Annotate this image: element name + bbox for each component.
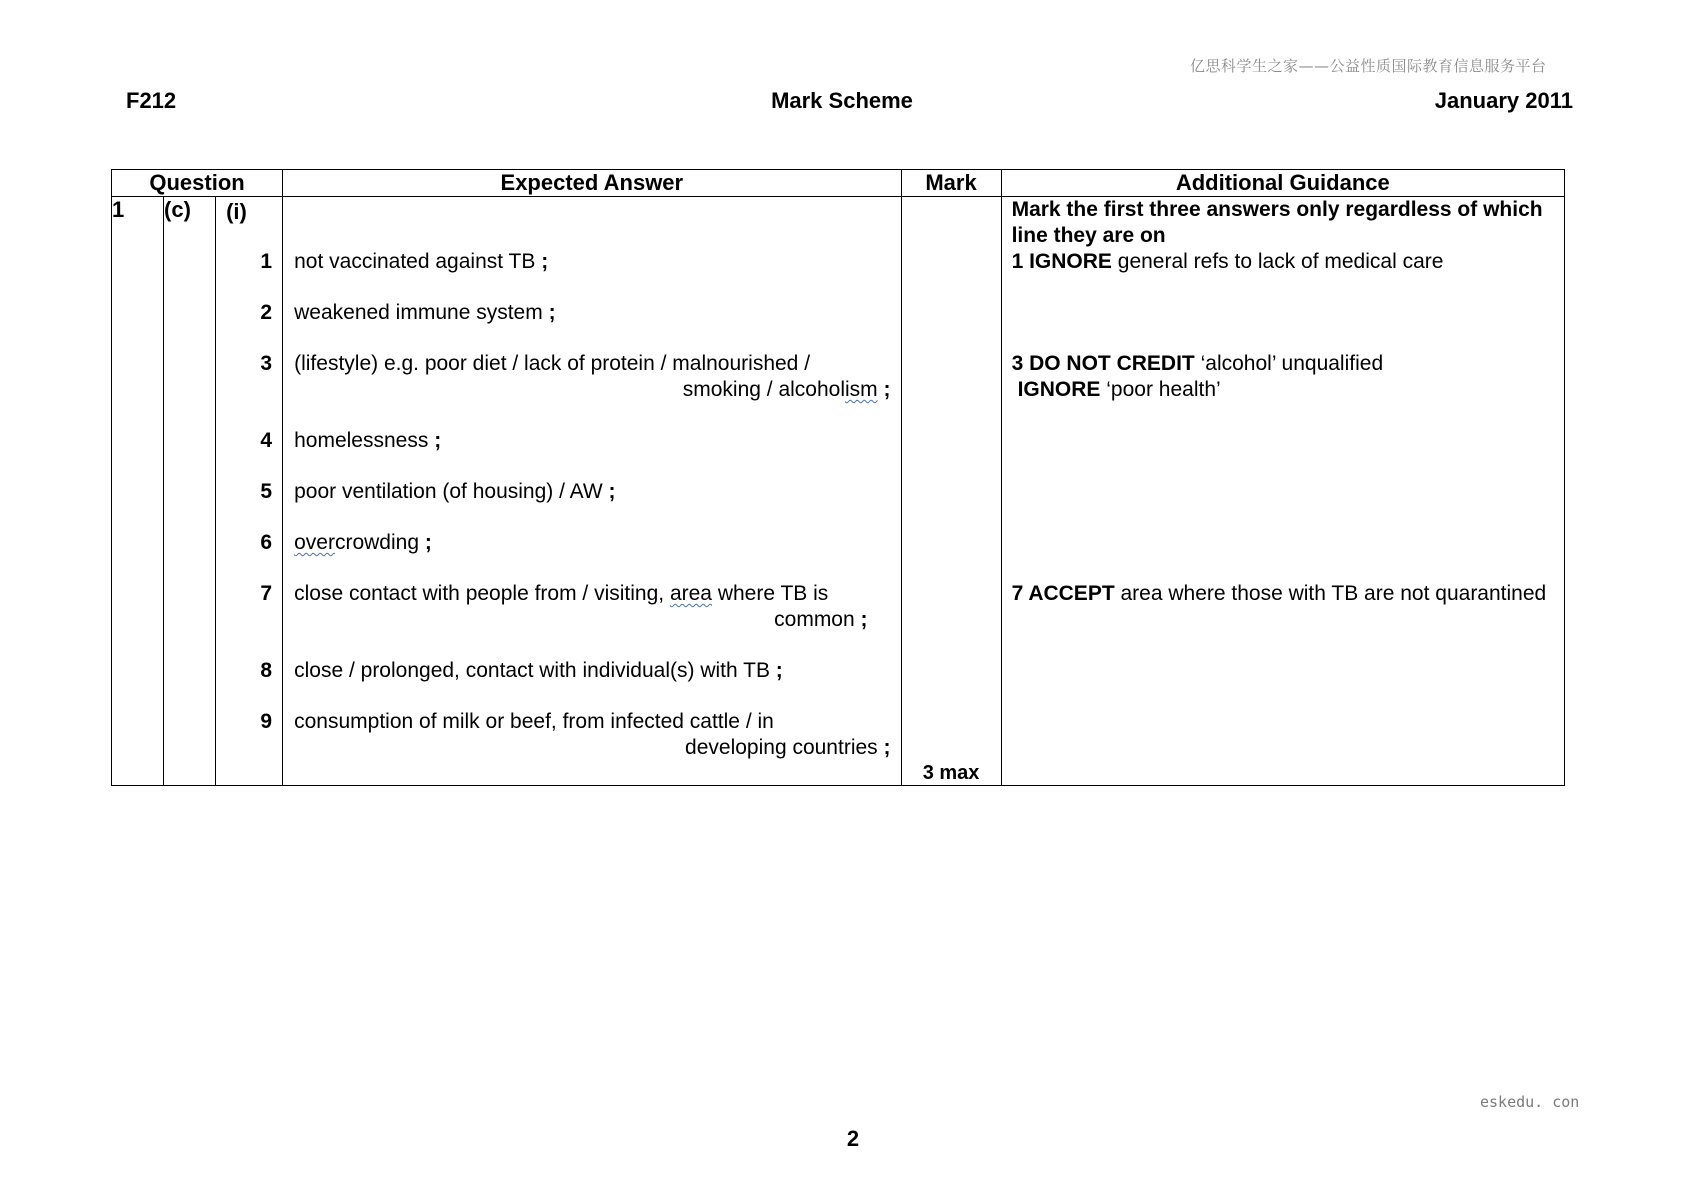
answer-text: homelessness — [294, 429, 429, 452]
guidance-keyword: 3 DO NOT CREDIT — [1011, 352, 1195, 375]
answer-number: 6 — [260, 531, 273, 554]
document-code: F212 — [126, 88, 177, 113]
answer-text: not vaccinated against TB — [294, 250, 536, 273]
answer-item — [283, 479, 900, 505]
answer-text-part: crowding — [334, 531, 420, 554]
answer-item — [283, 300, 900, 326]
watermark-bottom: eskedu. con — [1480, 1093, 1580, 1111]
answer-text-part: over — [294, 531, 335, 554]
answer-number: 1 — [260, 250, 273, 273]
guidance-keyword: 7 ACCEPT — [1011, 582, 1115, 605]
answer-text: weakened immune system — [294, 301, 543, 324]
answer-separator: ; — [883, 378, 891, 401]
answer-separator: ; — [424, 531, 432, 554]
answer-separator: ; — [541, 250, 549, 273]
answer-separator: ; — [608, 480, 616, 503]
question-part: (c) — [164, 197, 216, 786]
guidance-text: area where those with TB are not quarantined — [1114, 582, 1547, 605]
answer-continuation — [294, 607, 890, 633]
answer-separator: ; — [860, 608, 868, 631]
answer-continuation — [294, 735, 890, 761]
answer-number: 9 — [260, 710, 273, 733]
answer-text-part: common — [774, 608, 855, 631]
answer-number: 5 — [260, 480, 273, 503]
additional-guidance-cell — [1001, 197, 1564, 786]
answer-text-part: close contact with people from / visiting, — [294, 582, 670, 605]
expected-answer-cell — [283, 197, 901, 786]
answer-continuation — [294, 377, 890, 403]
answer-text: close / prolonged, contact with individual(s) with TB — [294, 659, 770, 682]
guidance-intro: Mark the first three answers only regardless of which line they are on — [1011, 198, 1543, 247]
answer-item — [283, 351, 900, 403]
guidance-item — [1002, 249, 1564, 275]
answer-number: 2 — [260, 301, 273, 324]
header-question: Question — [112, 170, 283, 197]
guidance-keyword: IGNORE — [1017, 378, 1101, 401]
page-number: 2 — [846, 1126, 860, 1151]
answer-separator: ; — [548, 301, 556, 324]
guidance-text: ‘alcohol’ unqualified — [1194, 352, 1384, 375]
question-subpart: (i) — [226, 199, 247, 224]
header-mark: Mark — [901, 170, 1001, 197]
watermark-top: 亿思科学生之家——公益性质国际教育信息服务平台 — [1190, 57, 1547, 75]
answer-item — [283, 709, 900, 761]
answer-item — [283, 428, 900, 454]
answer-text-part: smoking / alcohol — [682, 378, 845, 401]
guidance-line — [1012, 351, 1556, 377]
mark-value: 3 max — [922, 762, 980, 784]
guidance-item — [1002, 581, 1564, 607]
guidance-text: general refs to lack of medical care — [1111, 250, 1444, 273]
answer-number: 8 — [260, 659, 273, 682]
question-number: 1 — [112, 197, 164, 786]
document-title: Mark Scheme — [771, 88, 913, 113]
guidance-text: ‘poor health’ — [1100, 378, 1221, 401]
answer-number: 4 — [260, 429, 273, 452]
answer-item — [283, 658, 900, 684]
table-header-row — [112, 170, 1565, 197]
answer-text: (lifestyle) e.g. poor diet / lack of protein / malnourished / — [294, 352, 811, 375]
answer-item — [283, 581, 900, 633]
header-additional-guidance: Additional Guidance — [1001, 170, 1564, 197]
answer-text-part: ism — [845, 378, 878, 401]
answer-text-part: developing countries — [685, 736, 878, 759]
answer-number: 7 — [260, 582, 273, 605]
answer-item — [283, 249, 900, 275]
answer-text: consumption of milk or beef, from infected cattle / in — [294, 710, 774, 733]
mark-cell — [901, 197, 1001, 786]
guidance-keyword: 1 IGNORE — [1011, 250, 1112, 273]
guidance-item — [1002, 351, 1564, 403]
header-expected-answer: Expected Answer — [283, 170, 901, 197]
answer-separator: ; — [775, 659, 783, 682]
mark-scheme-table — [111, 169, 1565, 786]
guidance-line — [1012, 377, 1556, 403]
table-row — [112, 197, 1565, 786]
subpart-cell — [216, 197, 283, 786]
answer-text — [294, 581, 890, 607]
answer-separator: ; — [883, 736, 891, 759]
answer-text-part: where TB is — [711, 582, 829, 605]
answer-text: poor ventilation (of housing) / AW — [294, 480, 603, 503]
answer-number: 3 — [260, 352, 273, 375]
answer-text-part: area — [669, 582, 712, 605]
answer-separator: ; — [434, 429, 442, 452]
document-date: January 2011 — [1434, 88, 1573, 113]
answer-item — [283, 530, 900, 556]
